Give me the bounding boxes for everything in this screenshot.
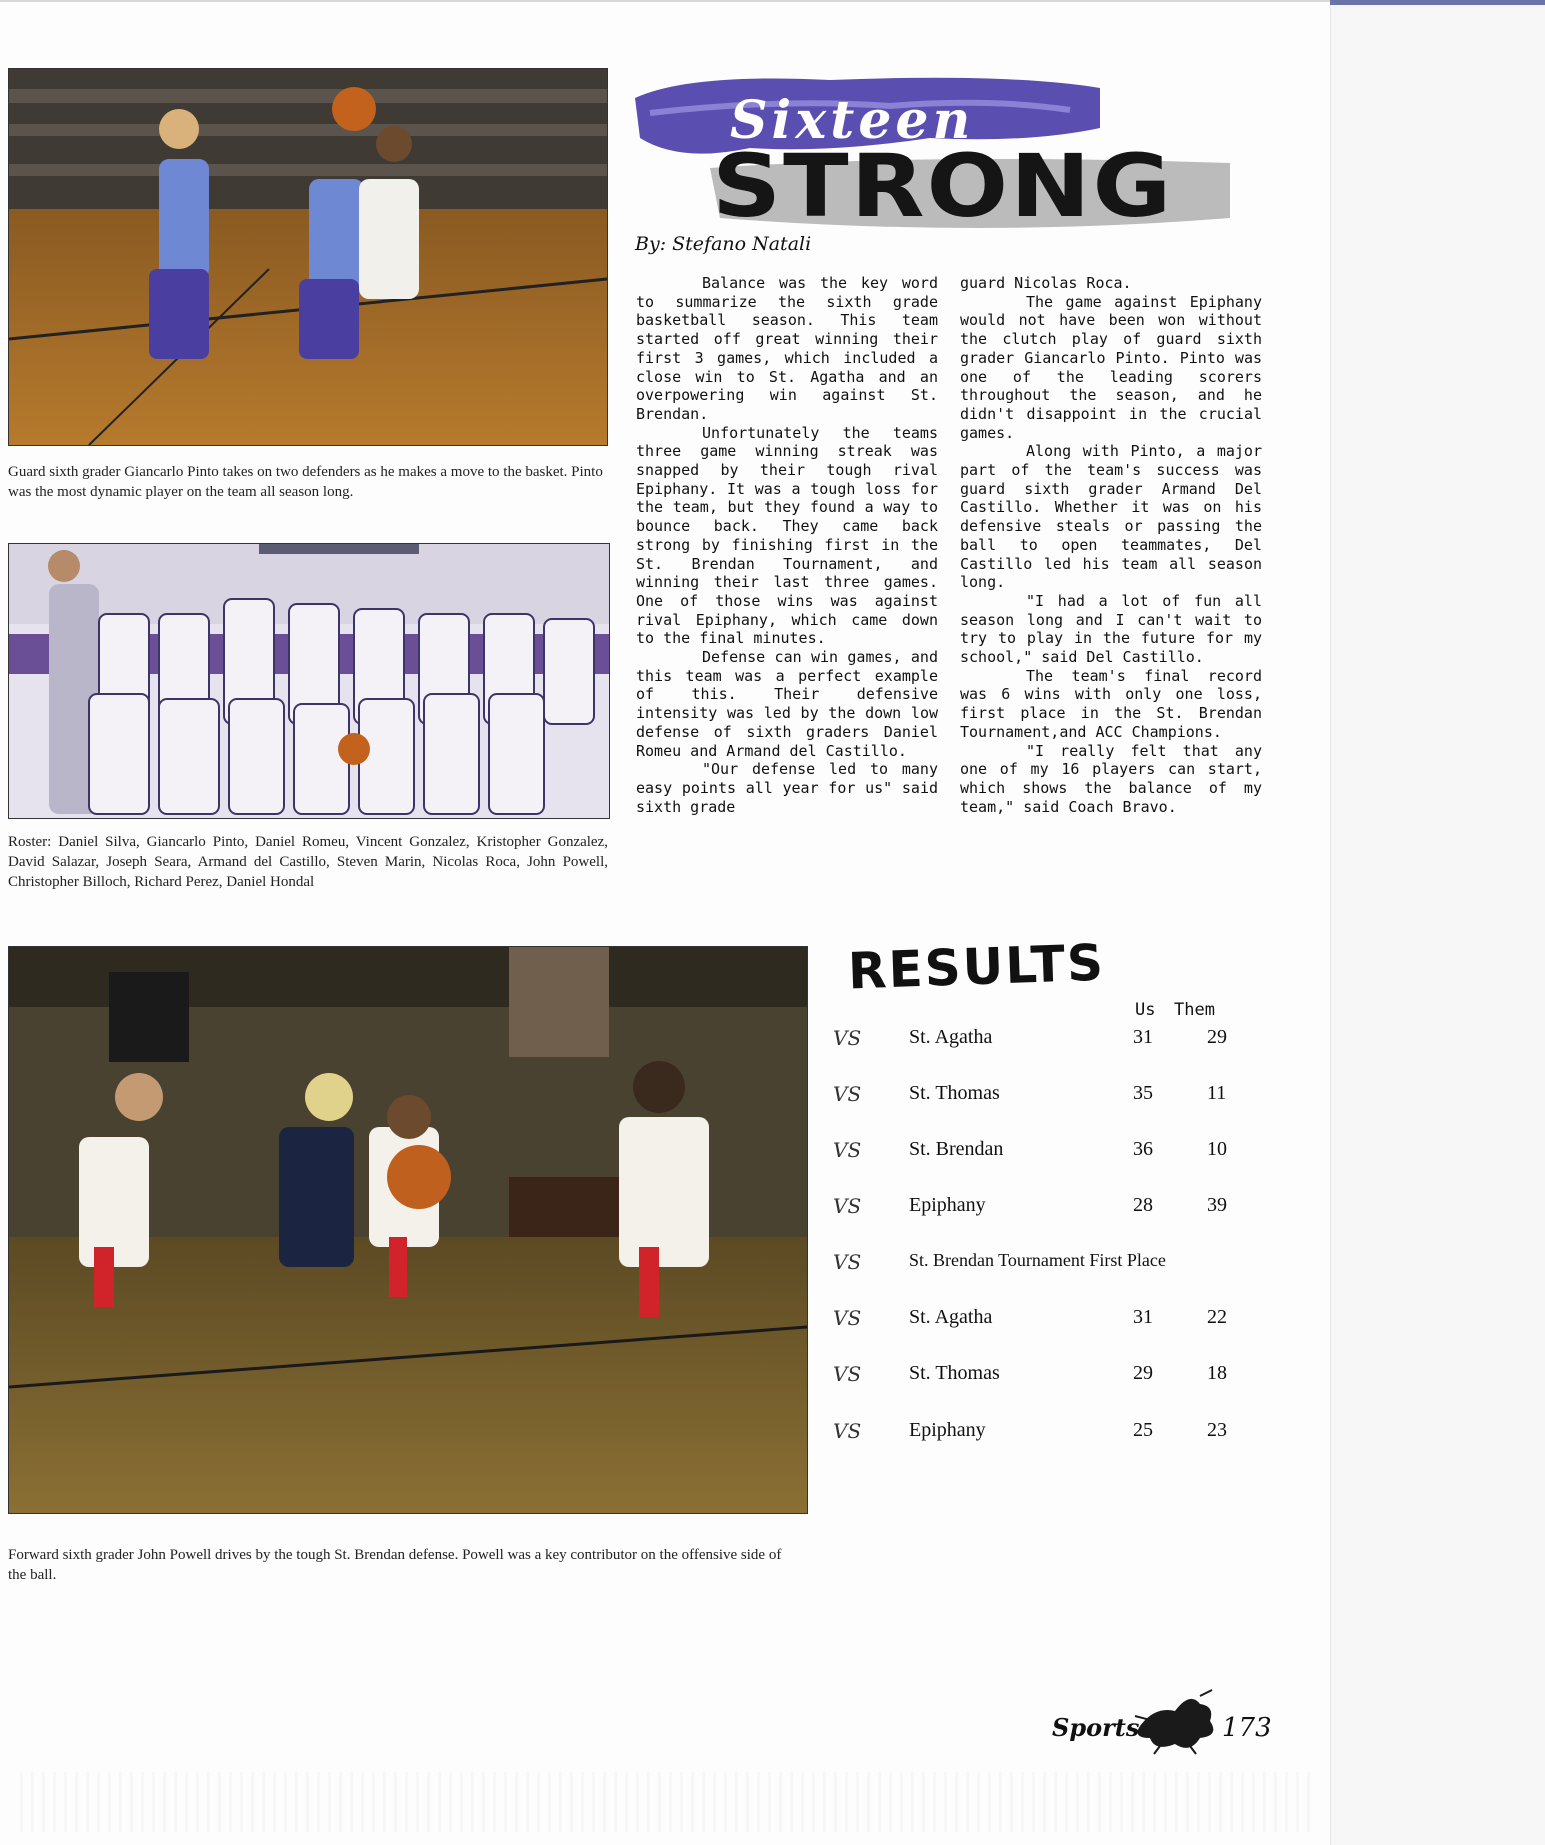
photo-powell-drive [8,946,808,1514]
article-column-2 [960,274,1262,816]
article-paragraph: "Our defense led to many easy points all year for us" said sixth grade [636,760,938,816]
article-column-1 [636,274,938,816]
score-us: 29 [1133,1362,1153,1384]
results-title: RESULTS [847,933,1106,1001]
score-them: 29 [1207,1026,1227,1048]
score-them: 11 [1207,1082,1227,1104]
opponent-name: St. Brendan [909,1138,1004,1160]
results-row [833,1362,1253,1392]
results-row [833,1138,1253,1168]
score-them: 23 [1207,1419,1227,1441]
opponent-name: St. Brendan Tournament First Place [909,1250,1166,1270]
results-header-them: Them [1174,1000,1215,1020]
results-row [833,1026,1253,1056]
score-us: 31 [1133,1026,1153,1048]
vs-label: VS [833,1194,862,1218]
opponent-name: Epiphany [909,1419,986,1441]
score-us: 36 [1133,1138,1153,1160]
score-us: 35 [1133,1082,1153,1104]
results-header-us: Us [1135,1000,1156,1020]
opponent-name: St. Thomas [909,1362,1000,1384]
article-paragraph: Defense can win games, and this team was a perfect example of this. Their defensive intensity was led by the down low defense of sixth graders Daniel Romeu and Armand del Castillo. [636,648,938,760]
vs-label: VS [833,1082,862,1106]
article-paragraph: Balance was the key word to summarize the sixth grade basketball season. This team started off great winning their first 3 games, which included a close win to St. Agatha and an overpowering win against St. Brendan. [636,274,938,423]
gutter-edge-strip [1330,0,1545,5]
footer-section-label: Sports [1052,1713,1140,1742]
photo-team [8,543,610,819]
title-sixteen: Sixteen [730,90,975,151]
vs-label: VS [833,1419,862,1443]
opponent-name: St. Agatha [909,1306,993,1328]
article-paragraph: "I really felt that any one of my 16 players can start, which shows the balance of my team," said Coach Bravo. [960,741,1262,816]
opponent-name: Epiphany [909,1194,986,1216]
score-them: 18 [1207,1362,1227,1384]
page-title [630,68,1250,238]
article-paragraph: Unfortunately the teams three game winning streak was snapped by their tough rival Epiphany. It was a tough loss for the team, but they found a way to bounce back. They came back strong by finishing first in the St. Brendan Tournament, and winning their last three games. One of those wins was against rival Epiphany, which came down to the final minutes. [636,423,938,648]
scan-noise [20,1772,1310,1832]
score-us: 25 [1133,1419,1153,1441]
caption-bottom-photo: Forward sixth grader John Powell drives by the tough St. Brendan defense. Powell was a key contributor on the offensive side of the ball. [8,1547,782,1583]
score-them: 39 [1207,1194,1227,1216]
title-strong: STRONG [712,136,1174,237]
opponent-name: St. Agatha [909,1026,993,1048]
page-number: 173 [1222,1713,1272,1743]
photo-pinto-drive [8,68,608,446]
opponent-name: St. Thomas [909,1082,1000,1104]
score-them: 10 [1207,1138,1227,1160]
article-paragraph: The game against Epiphany would not have been won without the clutch play of guard sixth grader Giancarlo Pinto. Pinto was one of the leading scorers throughout the season, and he didn't disappoint in the crucial games. [960,292,1262,442]
vs-label: VS [833,1138,862,1162]
byline: By: Stefano Natali [635,233,812,255]
article-paragraph: guard Nicolas Roca. [960,274,1132,292]
article-paragraph: "I had a lot of fun all season long and I can't wait to try to play in the future for my school," said Del Castillo. [960,591,1262,667]
score-us: 28 [1133,1194,1153,1216]
vs-label: VS [833,1306,862,1330]
vs-label: VS [833,1250,862,1274]
ink-splat-icon [1130,1686,1220,1756]
article-paragraph: Along with Pinto, a major part of the team's success was guard sixth grader Armand Del Castillo. Whether it was on his defensive steals or passing the ball to open teammates, Del Castillo led his team all season long. [960,442,1262,592]
vs-label: VS [833,1362,862,1386]
results-row [833,1419,1253,1449]
vs-label: VS [833,1026,862,1050]
score-them: 22 [1207,1306,1227,1328]
caption-roster: Roster: Daniel Silva, Giancarlo Pinto, Daniel Romeu, Vincent Gonzalez, Kristopher Gonzalez, David Salazar, Joseph Seara, Armand del Castillo, Steven Marin, Nicolas Roca, John Powell, Christopher Billoch, Richard Perez, Daniel Hondal [8,834,608,890]
results-row [833,1082,1253,1112]
article-paragraph: The team's final record was 6 wins with only one loss, first place in the St. Brendan Tournament,and ACC Champions. [960,666,1262,741]
page-gutter [1330,0,1545,1845]
results-row [833,1250,1253,1280]
top-rule [0,0,1330,2]
results-row [833,1306,1253,1336]
results-row [833,1194,1253,1224]
caption-top-photo: Guard sixth grader Giancarlo Pinto takes on two defenders as he makes a move to the basket. Pinto was the most dynamic player on the team all season long. [8,464,603,500]
score-us: 31 [1133,1306,1153,1328]
